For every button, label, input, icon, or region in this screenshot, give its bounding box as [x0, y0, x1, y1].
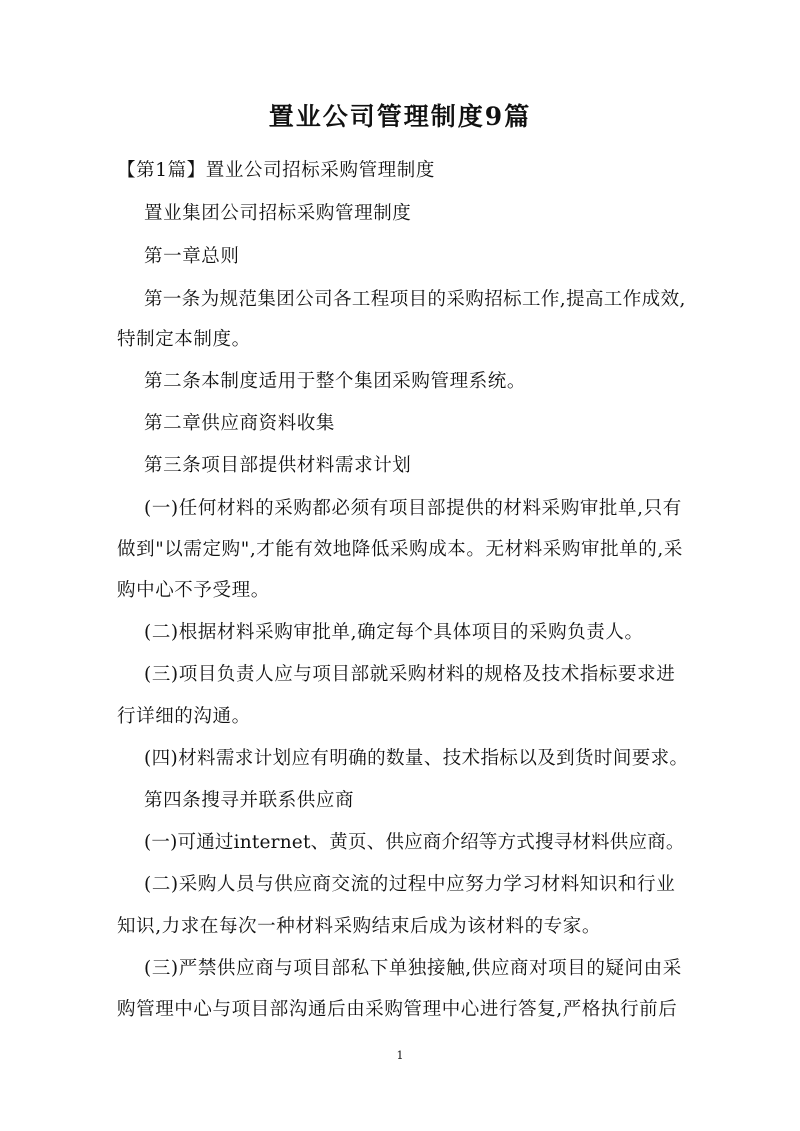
paragraph-line: (二)根据材料采购审批单,确定每个具体项目的采购负责人。	[144, 622, 644, 643]
section-heading: 【第1篇】置业公司招标采购管理制度	[117, 160, 435, 181]
paragraph-line: (一)任何材料的采购都必须有项目部提供的材料采购审批单,只有	[144, 498, 682, 519]
paragraph-line: 第二条本制度适用于整个集团采购管理系统。	[144, 371, 527, 392]
paragraph-line: (四)材料需求计划应有明确的数量、技术指标以及到货时间要求。	[144, 748, 689, 769]
paragraph-line: 知识,力求在每次一种材料采购结束后成为该材料的专家。	[117, 916, 601, 937]
paragraph-line: (三)项目负责人应与项目部就采购材料的规格及技术指标要求进	[144, 664, 676, 685]
document-title: 置业公司管理制度9篇	[268, 102, 532, 131]
chapter-heading: 第二章供应商资料收集	[144, 413, 336, 434]
paragraph-line: (三)严禁供应商与项目部私下单独接触,供应商对项目的疑问由采	[144, 958, 682, 979]
paragraph-line: (一)可通过internet、黄页、供应商介绍等方式搜寻材料供应商。	[144, 832, 685, 853]
paragraph-line: 做到"以需定购",才能有效地降低采购成本。无材料采购审批单的,采	[117, 539, 683, 560]
paragraph-line: 特制定本制度。	[117, 329, 251, 350]
paragraph-line: 第四条搜寻并联系供应商	[144, 790, 355, 811]
paragraph-line: 购管理中心与项目部沟通后由采购管理中心进行答复,严格执行前后	[117, 999, 678, 1020]
chapter-heading: 第一章总则	[144, 246, 240, 267]
page-number: 1	[396, 1049, 404, 1062]
paragraph-line: (二)采购人员与供应商交流的过程中应努力学习材料知识和行业	[144, 874, 676, 895]
paragraph-line: 行详细的沟通。	[117, 706, 251, 727]
paragraph-line: 第三条项目部提供材料需求计划	[144, 455, 412, 476]
paragraph-line: 置业集团公司招标采购管理制度	[144, 203, 412, 224]
paragraph-line: 购中心不予受理。	[117, 580, 270, 601]
paragraph-line: 第一条为规范集团公司各工程项目的采购招标工作,提高工作成效,	[144, 289, 686, 310]
